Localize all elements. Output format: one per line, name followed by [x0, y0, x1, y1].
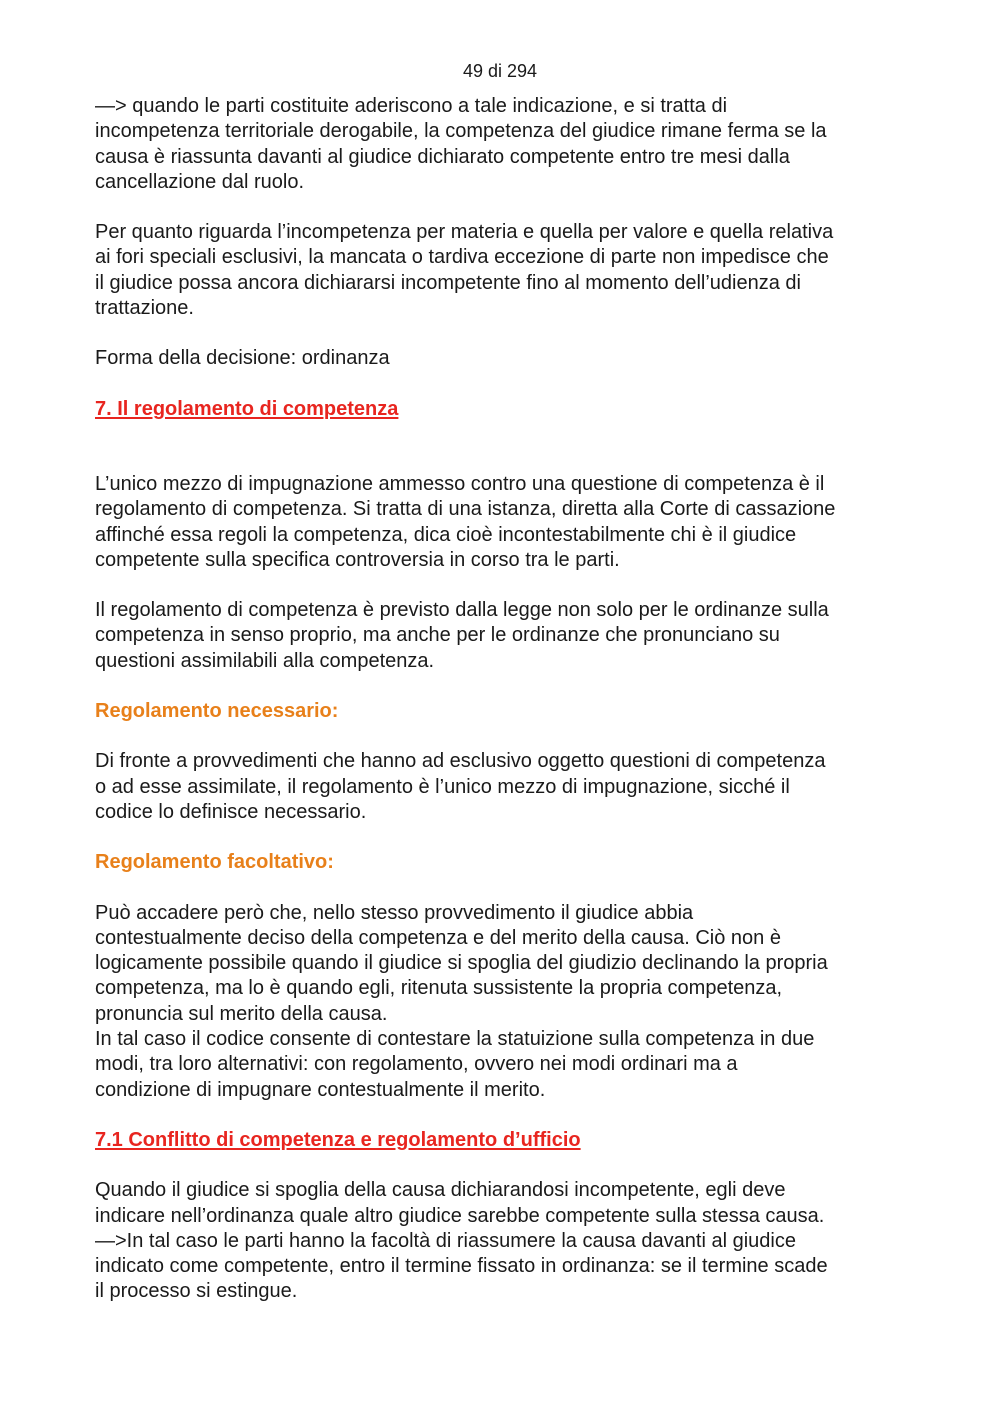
paragraph [95, 346, 915, 371]
document-body [95, 94, 915, 1305]
paragraph [95, 94, 915, 195]
section-heading-7-1 [95, 1128, 915, 1153]
text-line: L’unico mezzo di impugnazione ammesso contro una questione di competenza è il [95, 472, 825, 495]
text-line: ai fori speciali esclusivi, la mancata o tardiva eccezione di parte non impedisce che [95, 246, 829, 269]
spacer [95, 422, 915, 472]
subheading-text: Regolamento facoltativo: [95, 851, 334, 874]
text-line: competente sulla specifica controversia in corso tra le parti. [95, 548, 620, 571]
paragraph [95, 749, 915, 825]
page-number: 49 di 294 [462, 61, 538, 81]
paragraph [95, 598, 915, 674]
text-line: trattazione. [95, 297, 194, 320]
text-line: Il regolamento di competenza è previsto dalla legge non solo per le ordinanze sulla [95, 599, 829, 622]
text-line: il giudice possa ancora dichiararsi incompetente fino al momento dell’udienza di [95, 271, 801, 294]
spacer [95, 321, 915, 346]
text-line: o ad esse assimilate, il regolamento è l’unico mezzo di impugnazione, sicché il [95, 775, 790, 798]
spacer [95, 1153, 915, 1178]
text-line: il processo si estingue. [95, 1280, 298, 1303]
spacer [95, 674, 915, 699]
text-line: Per quanto riguarda l’incompetenza per materia e quella per valore e quella relativa [95, 221, 834, 244]
text-line: cancellazione dal ruolo. [95, 170, 305, 193]
text-line: competenza, ma lo è quando egli, ritenuta sussistente la propria competenza, [95, 977, 783, 1000]
text-line: Quando il giudice si spoglia della causa dichiarandosi incompetente, egli deve [95, 1179, 786, 1202]
text-line: competenza in senso proprio, ma anche per le ordinanze che pronunciano su [95, 624, 780, 647]
text-line: logicamente possibile quando il giudice si spoglia del giudizio declinando la propria [95, 952, 828, 975]
text-line: codice lo definisce necessario. [95, 800, 367, 823]
text-line: Forma della decisione: ordinanza [95, 347, 390, 370]
section-heading-text: 7. Il regolamento di competenza [95, 397, 399, 420]
text-line: indicato come competente, entro il termine fissato in ordinanza: se il termine scade [95, 1255, 828, 1278]
section-heading-text: 7.1 Conflitto di competenza e regolamento d’ufficio [95, 1128, 581, 1151]
text-line: affinché essa regoli la competenza, dica cioè incontestabilmente chi è il giudice [95, 523, 797, 546]
text-line: contestualmente deciso della competenza e del merito della causa. Ciò non è [95, 926, 781, 949]
spacer [95, 195, 915, 220]
text-line: Può accadere però che, nello stesso provvedimento il giudice abbia [95, 901, 694, 924]
subheading-text: Regolamento necessario: [95, 700, 339, 723]
spacer [95, 1103, 915, 1128]
spacer [95, 825, 915, 850]
section-heading-7 [95, 397, 915, 422]
text-line: incompetenza territoriale derogabile, la competenza del giudice rimane ferma se la [95, 120, 827, 143]
text-line: Di fronte a provvedimenti che hanno ad esclusivo oggetto questioni di competenza [95, 750, 826, 773]
spacer [95, 573, 915, 598]
paragraph [95, 472, 915, 573]
text-line: pronuncia sul merito della causa. [95, 1002, 388, 1025]
spacer [95, 372, 915, 397]
paragraph [95, 220, 915, 321]
paragraph [95, 901, 915, 1103]
subheading-necessario [95, 699, 915, 724]
text-line: questioni assimilabili alla competenza. [95, 649, 435, 672]
text-line: regolamento di competenza. Si tratta di una istanza, diretta alla Corte di cassazione [95, 498, 836, 521]
text-line: —>In tal caso le parti hanno la facoltà di riassumere la causa davanti al giudice [95, 1229, 796, 1252]
text-line: modi, tra loro alternativi: con regolamento, ovvero nei modi ordinari ma a [95, 1053, 738, 1076]
spacer [95, 724, 915, 749]
spacer [95, 876, 915, 901]
text-line: In tal caso il codice consente di contestare la statuizione sulla competenza in due [95, 1028, 815, 1051]
text-line: indicare nell’ordinanza quale altro giudice sarebbe competente sulla stessa causa. [95, 1204, 825, 1227]
subheading-facoltativo [95, 850, 915, 875]
text-line: condizione di impugnare contestualmente il merito. [95, 1078, 546, 1101]
text-line: causa è riassunta davanti al giudice dichiarato competente entro tre mesi dalla [95, 145, 790, 168]
text-line: —> quando le parti costituite aderiscono a tale indicazione, e si tratta di [95, 95, 728, 117]
paragraph [95, 1178, 915, 1304]
